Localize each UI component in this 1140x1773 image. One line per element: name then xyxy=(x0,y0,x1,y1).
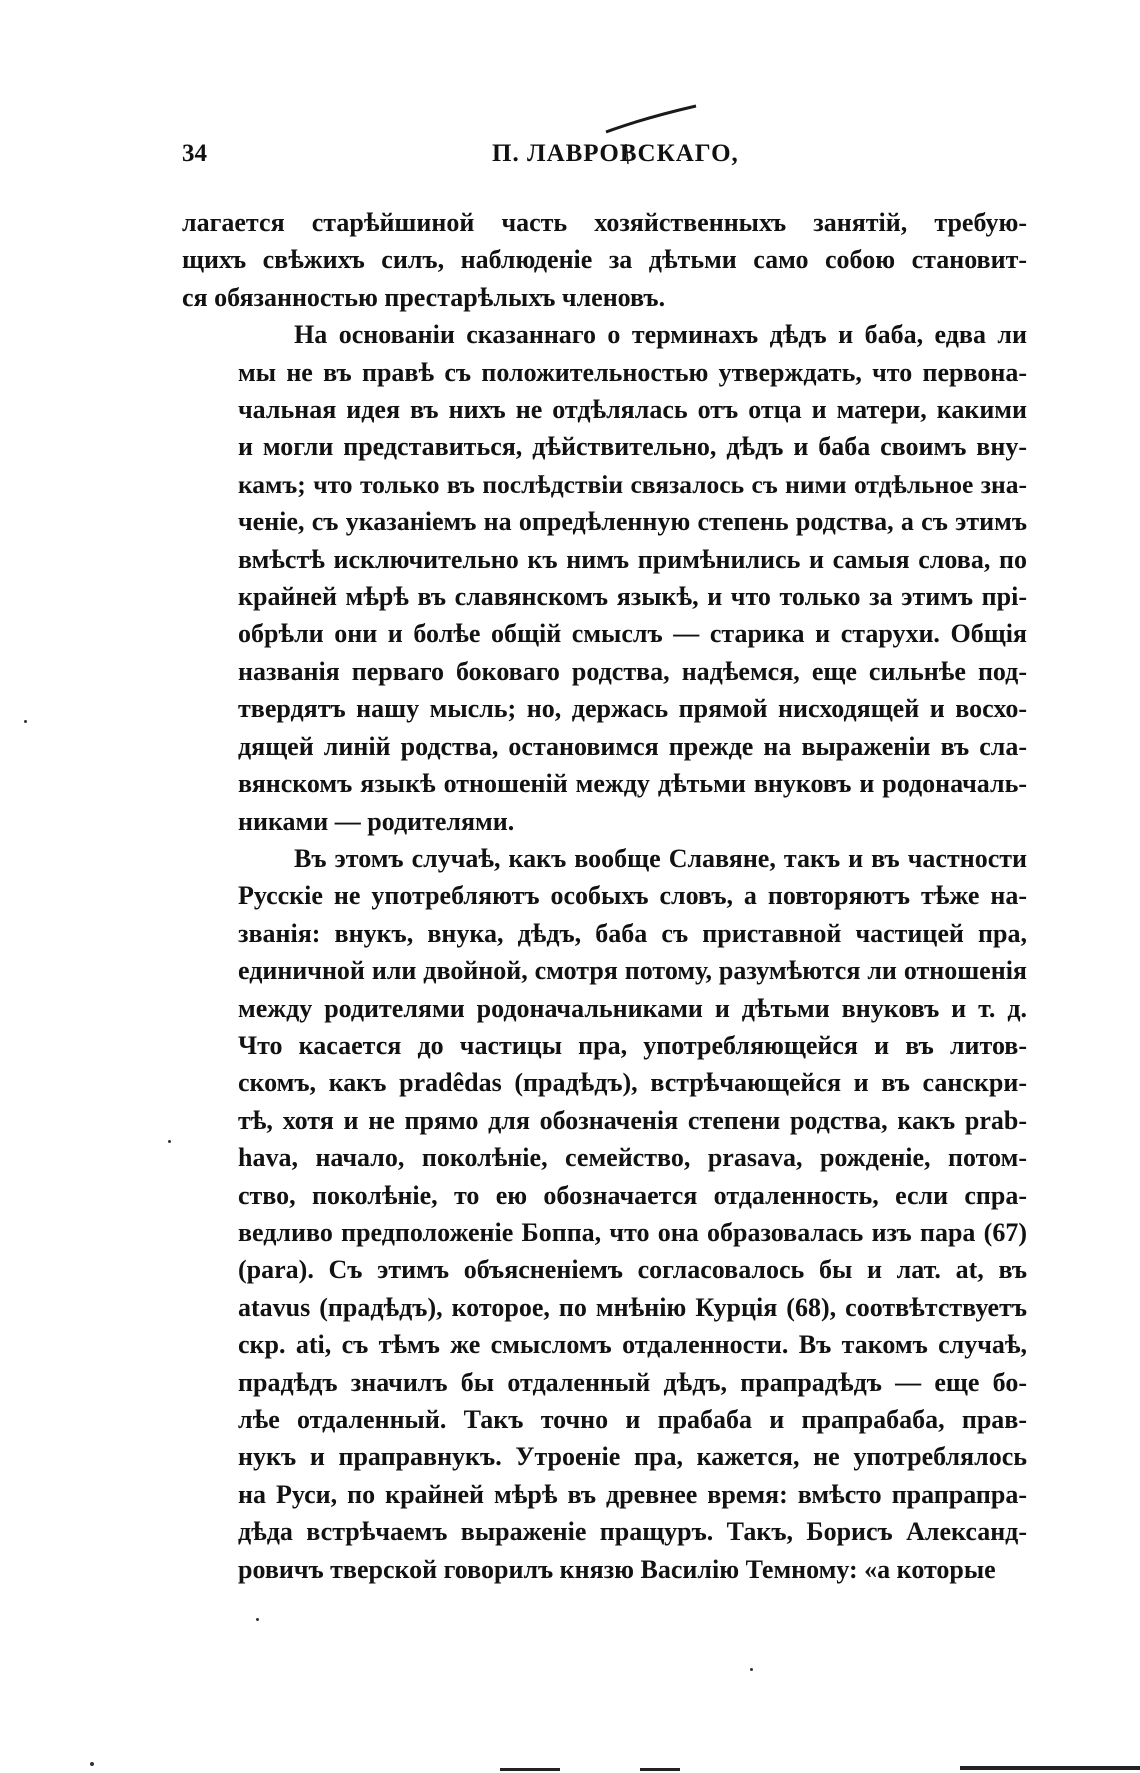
text-line: скр. ati, съ тѣмъ же смысломъ отдаленности. Въ такомъ случаѣ, xyxy=(238,1330,1027,1360)
text-line: тѣ, хотя и не прямо для обозначенія степени родства, какъ prab- xyxy=(238,1105,1027,1135)
text-line: чальная идея въ нихъ не отдѣлялась отъ отца и матери, какими xyxy=(238,395,1027,425)
running-head: П. ЛАВРОВСКАГО, xyxy=(492,140,739,167)
text-line: ведливо предположеніе Боппа, что она образовалась изъ пара (67) xyxy=(238,1217,1027,1247)
scan-edge-mark xyxy=(960,1766,1140,1770)
speck xyxy=(168,1140,171,1143)
text-line: названія перваго боковаго родства, надѣемся, еще сильнѣе под- xyxy=(238,656,1027,686)
text-line: званія: внукъ, внука, дѣдъ, баба съ приставной частицей пра, xyxy=(238,918,1027,948)
text-line: Что касается до частицы пра, употребляющейся и въ литов- xyxy=(238,1030,1027,1060)
text-line: вянскомъ языкѣ отношеній между дѣтьми внуковъ и родоначаль- xyxy=(238,769,1027,799)
speck xyxy=(256,1618,259,1621)
text-line: На основаніи сказаннаго о терминахъ дѣдъ и баба, едва ли xyxy=(294,320,1027,350)
paragraph xyxy=(182,316,1027,840)
text-line: щихъ свѣжихъ силъ, наблюденіе за дѣтьми само собою становит- xyxy=(182,245,1027,275)
text-line: hava, начало, поколѣніе, семейство, prasava, рожденіе, потом- xyxy=(238,1143,1027,1173)
speck xyxy=(90,1762,94,1766)
speck xyxy=(24,720,27,723)
text-line: atavus (прадѣдъ), которое, по мнѣнію Курція (68), соотвѣтствуетъ xyxy=(238,1292,1027,1322)
text-line: ся обязанностью престарѣлыхъ членовъ. xyxy=(182,282,666,312)
paragraph xyxy=(182,204,1027,316)
text-line: лагается старѣйшиной часть хозяйственныхъ занятій, требую- xyxy=(182,208,1027,237)
text-line: твердятъ нашу мысль; но, держась прямой нисходящей и восхо- xyxy=(238,694,1027,724)
text-line: мы не въ правѣ съ положительностью утверждать, что первона- xyxy=(238,357,1027,387)
text-line: обрѣли они и болѣе общій смыслъ — старика и старухи. Общія xyxy=(238,619,1027,649)
text-line: крайней мѣрѣ въ славянскомъ языкѣ, и что только за этимъ прі- xyxy=(238,582,1027,612)
text-line: ство, поколѣніе, то ею обозначается отдаленность, если спра- xyxy=(238,1180,1027,1210)
text-line: на Руси, по крайней мѣрѣ въ древнее время: вмѣсто прапрапра- xyxy=(238,1479,1027,1509)
text-line: единичной или двойной, смотря потому, разумѣются ли отношенія xyxy=(238,956,1027,986)
page-header xyxy=(182,140,1027,180)
text-line: между родителями родоначальниками и дѣтьми внуковъ и т. д. xyxy=(238,993,1027,1023)
body-text xyxy=(182,204,1027,1588)
text-line: ровичъ тверской говорилъ князю Василію Темному: «а которые xyxy=(238,1554,996,1584)
text-line: лѣе отдаленный. Такъ точно и прабаба и прапрабаба, прав- xyxy=(238,1405,1027,1434)
scan-edge-mark xyxy=(640,1768,680,1771)
text-line: прадѣдъ значилъ бы отдаленный дѣдъ, прапрадѣдъ — еще бо- xyxy=(238,1367,1027,1397)
text-line: Русскіе не употребляютъ особыхъ словъ, а повторяютъ тѣже на- xyxy=(238,881,1027,911)
text-line: и могли представиться, дѣйствительно, дѣдъ и баба своимъ вну- xyxy=(238,432,1027,462)
text-line: ченіе, съ указаніемъ на опредѣленную степень родства, а съ этимъ xyxy=(238,507,1027,537)
text-line: Въ этомъ случаѣ, какъ вообще Славяне, такъ и въ частности xyxy=(294,843,1027,873)
text-line: дящей линій родства, остановимся прежде на выраженіи въ сла- xyxy=(238,731,1027,761)
scan-edge-mark xyxy=(500,1768,560,1771)
page-number: 34 xyxy=(182,140,207,167)
text-line: никами — родителями. xyxy=(238,806,515,836)
text-line: (para). Съ этимъ объясненіемъ согласовалось бы и лат. at, въ xyxy=(238,1255,1027,1285)
paragraph xyxy=(182,840,1027,1588)
text-line: нукъ и праправнукъ. Утроеніе пра, кажется, не употреблялось xyxy=(238,1442,1027,1472)
text-line: скомъ, какъ pradêdas (прадѣдъ), встрѣчающейся и въ санскри- xyxy=(238,1068,1027,1098)
text-line: дѣда встрѣчаемъ выраженіе пращуръ. Такъ, Борисъ Александ- xyxy=(238,1517,1027,1547)
text-line: камъ; что только въ послѣдствіи связалось съ ними отдѣльное зна- xyxy=(238,469,1027,499)
speck xyxy=(750,1668,753,1671)
text-line: вмѣстѣ исключительно къ нимъ примѣнились и самыя слова, по xyxy=(238,544,1027,574)
